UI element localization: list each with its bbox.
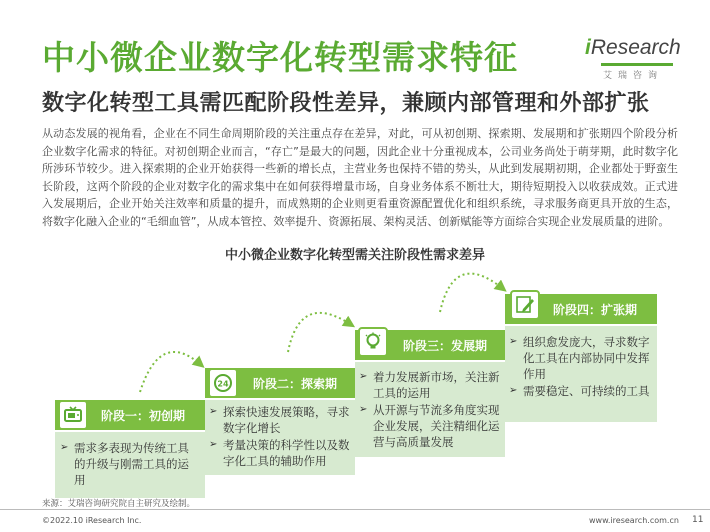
logo-wordmark: iResearch: [585, 36, 681, 59]
intro-paragraph: 从动态发展的视角看，企业在不同生命周期阶段的关注重点存在差异，对此，可从初创期、探索期、发展期和扩张期四个阶段分析企业数字化需求的特征。对初创期企业而言，“存亡”是最大的问题，因此企业十分重视成本，公司业务尚处于萌芽期，此时数字化所涉环节较少。进入探索期的企业开始获得一些新的增长点，主营业务也保持不错的势头，从此到发展期初期，企业都处于野蛮生长阶段，这两个阶段的企业对数字化的需求集中在如何获得增量市场，自身业务体系不断壮大，期待短期投入以收获成效。正式进入发展期后，企业开始关注效率和质量的提升，而成熟期的企业则更看重资源配置优化和组织系统，寻求服务商更具开放的生态，将数字化融入企业的“毛细血管”，从成本管控、效率提升、资源拓展、架构灵活、创新赋能等方面综合实现企业发展质量的进阶。: [42, 127, 678, 228]
arc-1-2: [140, 352, 200, 392]
svg-text:24: 24: [217, 379, 229, 389]
tv-icon: [58, 400, 88, 430]
pen-icon: [510, 290, 540, 320]
page-number: 11: [692, 515, 704, 525]
iresearch-logo: [585, 36, 685, 82]
stage-4-bullets: [509, 334, 655, 400]
source-note: 来源：艾瑞咨询研究院自主研究及绘制。: [42, 499, 196, 509]
list-item: ➢ 考量决策的科学性以及数字化工具的辅助作用: [209, 438, 350, 468]
24h-icon: [208, 368, 238, 398]
stage-2-label: 阶段二：探索期: [253, 376, 338, 391]
logo-chinese: 艾瑞咨询: [603, 71, 664, 81]
list-item: ➢ 着力发展新市场，关注新工具的运用: [359, 370, 500, 400]
page-subtitle: 数字化转型工具需匹配阶段性差异，兼顾内部管理和外部扩张: [42, 91, 650, 116]
stage-3-bullets: [359, 369, 505, 451]
footer-divider: [0, 509, 710, 510]
arc-2-3: [288, 313, 350, 352]
stage-4-label: 阶段四：扩张期: [553, 302, 638, 317]
arc-3-4: [440, 274, 502, 312]
website-link[interactable]: www.iresearch.com.cn: [589, 516, 679, 525]
logo-underline: [601, 63, 673, 66]
copyright: ©2022.10 iResearch Inc.: [42, 516, 142, 525]
list-item: ➢ 需求多表现为传统工具的升级与刚需工具的运用: [60, 441, 189, 487]
list-item: ➢ 组织愈发庞大，寻求数字化工具在内部协同中发挥作用: [509, 335, 650, 381]
stage-1-label: 阶段一：初创期: [101, 408, 186, 423]
list-item: ➢ 探索快速发展策略，寻求数字化增长: [209, 405, 350, 435]
list-item: ➢ 需要稳定、可持续的工具: [509, 384, 650, 398]
list-item: ➢ 从开源与节流多角度实现企业发展，关注精细化运营与高质量发展: [359, 403, 500, 449]
lightbulb-icon: [358, 327, 388, 357]
stage-3-label: 阶段三：发展期: [403, 338, 488, 353]
stage-1-bullets: [60, 440, 200, 489]
stage-2-bullets: [209, 404, 353, 470]
chart-title: 中小微企业数字化转型需关注阶段性需求差异: [224, 248, 485, 263]
page-title: 中小微企业数字化转型需求特征: [42, 38, 518, 77]
